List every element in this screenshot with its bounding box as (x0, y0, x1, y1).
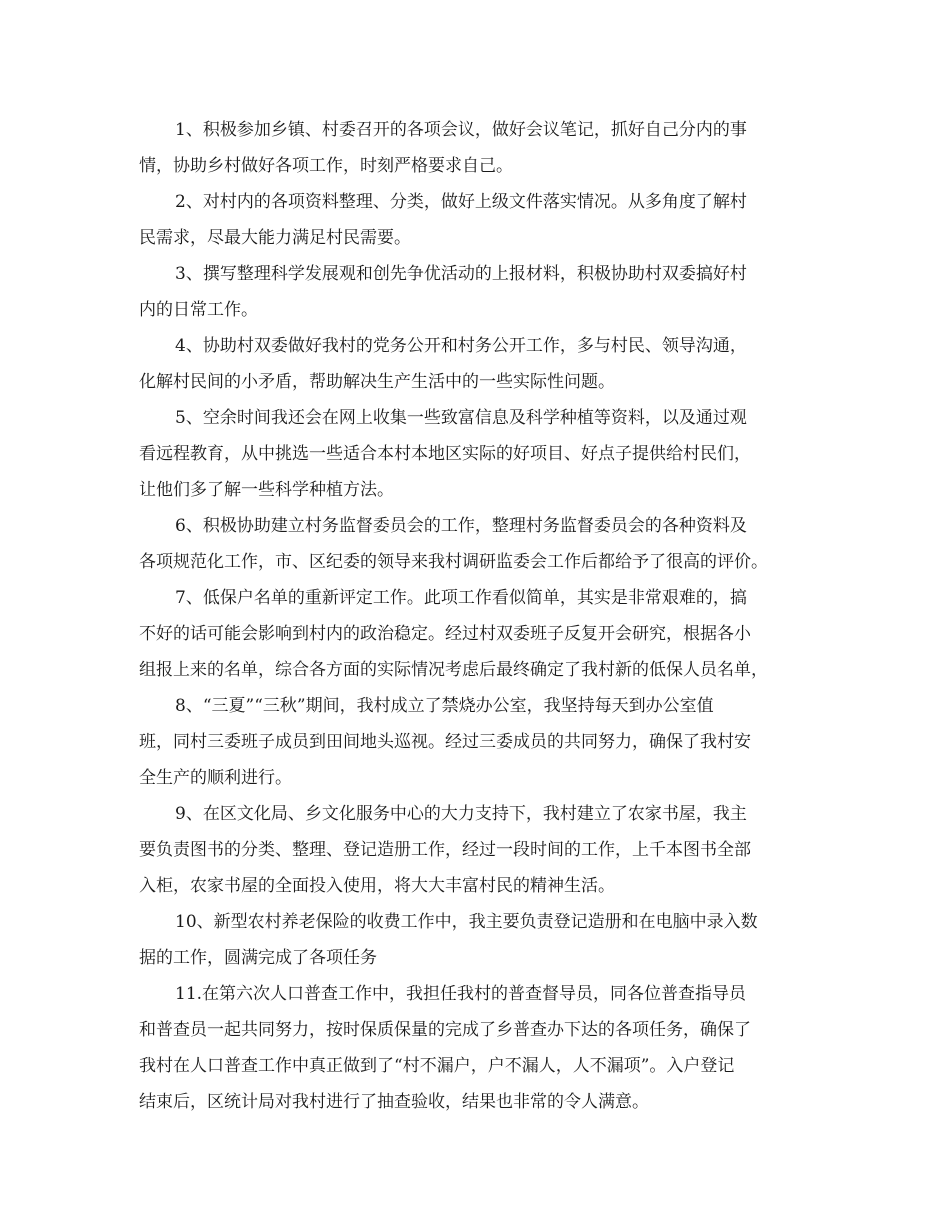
paragraph-line: 内的日常工作。 (139, 300, 258, 320)
paragraph-5 (139, 400, 815, 508)
paragraph-line: 班，同村三委班子成员到田间地头巡视。经过三委成员的共同努力，确保了我村安 (139, 732, 751, 752)
paragraph-line: 入柜，农家书屋的全面投入使用，将大大丰富村民的精神生活。 (139, 876, 615, 896)
paragraph-10 (139, 904, 815, 976)
paragraph-line: 据的工作，圆满完成了各项任务 (139, 948, 377, 968)
paragraph-line: 8、“三夏”“三秋”期间，我村成立了禁烧办公室，我坚持每天到办公室值 (175, 696, 714, 716)
paragraph-line: 全生产的顺利进行。 (139, 768, 292, 788)
paragraph-line: 情，协助乡村做好各项工作，时刻严格要求自己。 (139, 156, 513, 176)
paragraph-line: 看远程教育，从中挑选一些适合本村本地区实际的好项目、好点子提供给村民们， (139, 444, 751, 464)
paragraph-line: 组报上来的名单，综合各方面的实际情况考虑后最终确定了我村新的低保人员名单， (139, 660, 768, 680)
paragraph-6 (139, 508, 815, 580)
paragraph-line: 民需求，尽最大能力满足村民需要。 (139, 228, 411, 248)
paragraph-line: 3、撰写整理科学发展观和创先争优活动的上报材料，积极协助村双委搞好村 (175, 264, 747, 284)
paragraph-line: 我村在人口普查工作中真正做到了“村不漏户，户不漏人，人不漏项”。入户登记 (139, 1056, 735, 1076)
paragraph-line: 1、积极参加乡镇、村委召开的各项会议，做好会议笔记，抓好自己分内的事 (175, 120, 747, 140)
paragraph-line: 4、协助村双委做好我村的党务公开和村务公开工作，多与村民、领导沟通， (175, 336, 747, 356)
paragraph-line: 化解村民间的小矛盾，帮助解决生产生活中的一些实际性问题。 (139, 372, 615, 392)
paragraph-line: 和普查员一起共同努力，按时保质保量的完成了乡普查办下达的各项任务，确保了 (139, 1020, 751, 1040)
paragraph-3 (139, 256, 815, 328)
paragraph-line: 10、新型农村养老保险的收费工作中，我主要负责登记造册和在电脑中录入数 (175, 912, 758, 932)
paragraph-line: 各项规范化工作，市、区纪委的领导来我村调研监委会工作后都给予了很高的评价。 (139, 552, 768, 572)
paragraph-line: 结束后，区统计局对我村进行了抽查验收，结果也非常的令人满意。 (139, 1092, 649, 1112)
paragraph-2 (139, 184, 815, 256)
paragraph-line: 让他们多了解一些科学种植方法。 (139, 480, 394, 500)
paragraph-line: 6、积极协助建立村务监督委员会的工作，整理村务监督委员会的各种资料及 (175, 516, 747, 536)
paragraph-8 (139, 688, 815, 796)
paragraph-1 (139, 112, 815, 184)
paragraph-9 (139, 796, 815, 904)
paragraph-line: 7、低保户名单的重新评定工作。此项工作看似简单，其实是非常艰难的，搞 (175, 588, 747, 608)
paragraph-7 (139, 580, 815, 688)
paragraph-line: 2、对村内的各项资料整理、分类，做好上级文件落实情况。从多角度了解村 (175, 192, 747, 212)
paragraph-line: 5、空余时间我还会在网上收集一些致富信息及科学种植等资料，以及通过观 (175, 408, 747, 428)
paragraph-11 (139, 976, 815, 1120)
paragraph-line: 9、在区文化局、乡文化服务中心的大力支持下，我村建立了农家书屋，我主 (175, 804, 747, 824)
paragraph-line: 11.在第六次人口普查工作中，我担任我村的普查督导员，同各位普查指导员 (175, 984, 747, 1004)
paragraph-4 (139, 328, 815, 400)
paragraph-line: 不好的话可能会影响到村内的政治稳定。经过村双委班子反复开会研究，根据各小 (139, 624, 751, 644)
document-body (139, 112, 815, 1120)
paragraph-line: 要负责图书的分类、整理、登记造册工作，经过一段时间的工作，上千本图书全部 (139, 840, 751, 860)
